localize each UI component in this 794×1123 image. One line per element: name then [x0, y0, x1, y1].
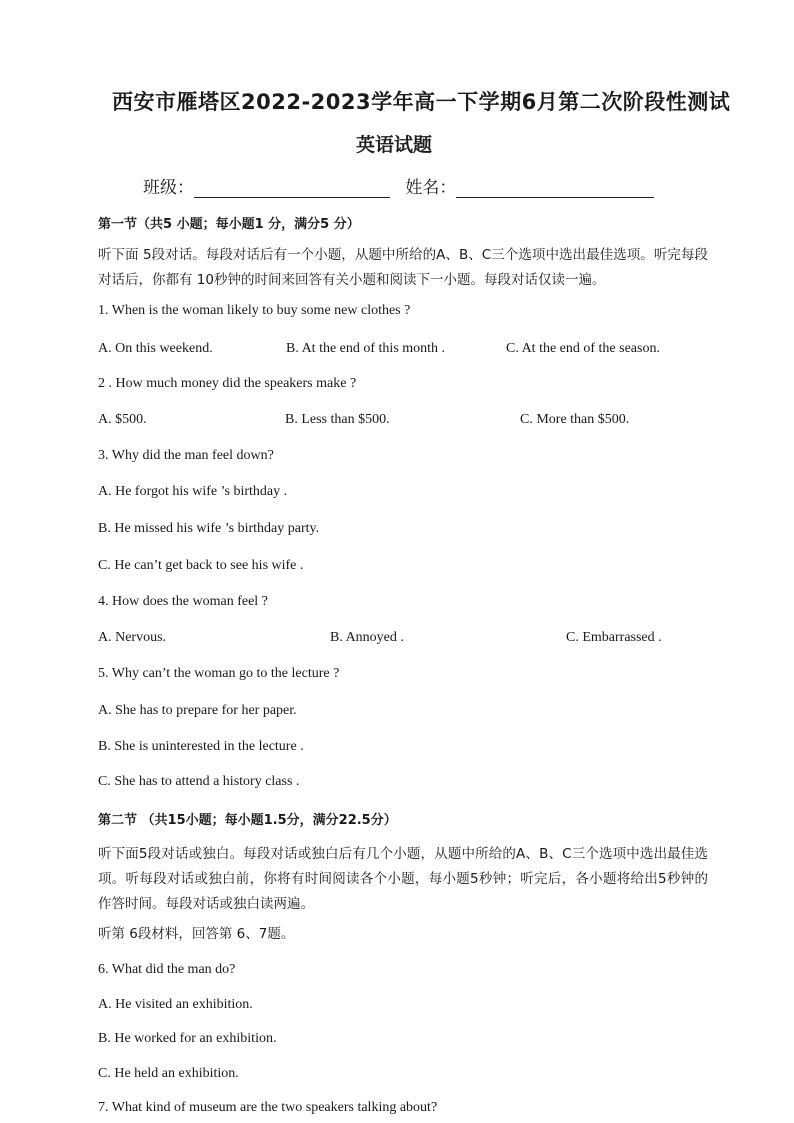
q1-option-c: C. At the end of the season.	[506, 341, 660, 356]
q5-option-a: A. She has to prepare for her paper.	[98, 703, 297, 718]
q4-option-a: A. Nervous.	[98, 630, 167, 645]
q4-stem: 4. How does the woman feel ?	[98, 594, 268, 609]
name-blank[interactable]	[456, 179, 654, 198]
q2-option-c: C. More than $500.	[520, 412, 630, 427]
material-note: 听第 6段材料，回答第 6、7题。	[98, 926, 295, 942]
q3-stem: 3. Why did the man feel down?	[98, 448, 274, 463]
name-label: 姓名：	[405, 178, 457, 198]
q3-option-b: B. He missed his wife ’s birthday party.	[98, 521, 320, 536]
q6-option-c: C. He held an exhibition.	[98, 1066, 239, 1081]
class-label: 班级：	[143, 178, 194, 198]
q4-option-b: B. Annoyed .	[330, 630, 404, 645]
section2-heading: 第二节 （共15小题；每小题1.5分，满分22.5分）	[98, 813, 397, 828]
q2-option-a: A. $500.	[98, 412, 147, 427]
section2-instructions: 听下面5段对话或独白。每段对话或独白后有几个小题，从题中所给的A、B、C三个选项中选出最佳选项。听每段对话或独白前，你将有时间阅读各个小题，每小题5秒钟；听完后，各小题将给出5秒钟的作答时间。每段对话或独白读两遍。	[98, 846, 708, 912]
exam-title: 西安市雁塔区2022-2023学年高一下学期6月第二次阶段性测试	[112, 90, 731, 114]
section1-heading: 第一节（共5 小题；每小题1 分，满分5 分）	[98, 217, 360, 232]
q2-option-b: B. Less than $500.	[285, 412, 390, 427]
q3-option-c: C. He can’t get back to see his wife .	[98, 558, 304, 573]
q6-option-b: B. He worked for an exhibition.	[98, 1031, 277, 1046]
q7-stem: 7. What kind of museum are the two speakers talking about?	[98, 1100, 438, 1115]
student-info-row	[143, 173, 654, 198]
section1-instructions: 听下面 5段对话。每段对话后有一个小题，从题中所给的A、B、C三个选项中选出最佳选项。听完每段对话后，你都有 10秒钟的时间来回答有关小题和阅读下一小题。每段对话仅读一遍。	[98, 247, 708, 288]
q1-option-a: A. On this weekend.	[98, 341, 213, 356]
q1-stem: 1. When is the woman likely to buy some new clothes ?	[98, 303, 411, 318]
q6-stem: 6. What did the man do?	[98, 962, 236, 977]
q3-option-a: A. He forgot his wife ’s birthday .	[98, 484, 288, 499]
q4-option-c: C. Embarrassed .	[566, 630, 662, 645]
exam-subtitle: 英语试题	[356, 134, 433, 156]
q5-stem: 5. Why can’t the woman go to the lecture ?	[98, 666, 340, 681]
class-blank[interactable]	[194, 179, 390, 198]
q5-option-c: C. She has to attend a history class .	[98, 774, 300, 789]
q1-option-b: B. At the end of this month .	[286, 341, 446, 356]
q2-stem: 2 . How much money did the speakers make ?	[98, 376, 357, 391]
q6-option-a: A. He visited an exhibition.	[98, 997, 253, 1012]
q5-option-b: B. She is uninterested in the lecture .	[98, 739, 304, 754]
